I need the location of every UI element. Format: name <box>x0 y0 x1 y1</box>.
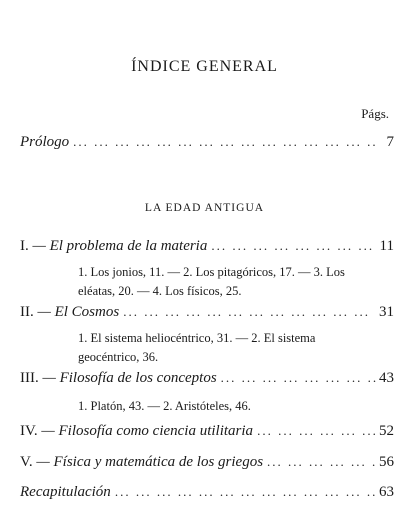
dot-leader <box>69 134 376 150</box>
chapter-number: IV. <box>20 423 38 439</box>
toc-entry-label: — Física y matemática de los griegos <box>32 454 264 470</box>
chapter-number: I. <box>20 238 29 254</box>
toc-entry-page: 63 <box>379 484 394 500</box>
toc-entry-page: 31 <box>379 304 394 320</box>
toc-entry-label: Prólogo <box>20 134 70 150</box>
dot-leader <box>119 304 376 320</box>
toc-entry-chapter-4[interactable] <box>20 423 394 443</box>
pages-column-header: Págs. <box>361 106 389 121</box>
toc-entry-page: 56 <box>379 454 394 470</box>
dot-leader <box>253 423 376 439</box>
toc-subentries-chapter-2: 1. El sistema heliocéntrico, 31. — 2. El sistema geocéntrico, 36. <box>78 331 316 364</box>
dot-leader <box>111 484 376 500</box>
toc-entry-chapter-5[interactable] <box>20 454 394 474</box>
toc-subentries-chapter-3: 1. Platón, 43. — 2. Aristóteles, 46. <box>78 399 251 413</box>
page-title: ÍNDICE GENERAL <box>131 58 278 75</box>
dot-leader <box>207 238 376 254</box>
toc-entry-page: 43 <box>379 370 394 386</box>
section-heading: LA EDAD ANTIGUA <box>144 202 265 214</box>
chapter-number: II. <box>20 304 34 320</box>
toc-subentries-chapter-1: 1. Los jonios, 11. — 2. Los pitagóricos, 17. — 3. Los eléatas, 20. — 4. Los físicos, 25. <box>78 265 345 298</box>
toc-entry-label: Recapitulación <box>20 484 111 500</box>
chapter-number: III. <box>20 370 39 386</box>
toc-entry-page: 52 <box>379 423 394 439</box>
toc-entry-page: 7 <box>386 134 394 150</box>
toc-entry-chapter-2[interactable] <box>20 304 394 324</box>
toc-entry-label: — Filosofía como ciencia utilitaria <box>37 423 254 439</box>
dot-leader <box>217 370 376 386</box>
dot-leader <box>263 454 376 470</box>
toc-entry-chapter-1[interactable] <box>20 238 394 258</box>
toc-entry-label: — El problema de la materia <box>28 238 208 254</box>
toc-entry-recapitulation[interactable] <box>20 484 394 504</box>
toc-entry-label: — El Cosmos <box>33 304 120 320</box>
toc-entry-chapter-3[interactable] <box>20 370 394 390</box>
toc-entry-page: 11 <box>379 238 394 254</box>
chapter-number: V. <box>20 454 33 470</box>
toc-entry-prologue[interactable] <box>20 134 394 154</box>
toc-entry-label: — Filosofía de los conceptos <box>38 370 217 386</box>
